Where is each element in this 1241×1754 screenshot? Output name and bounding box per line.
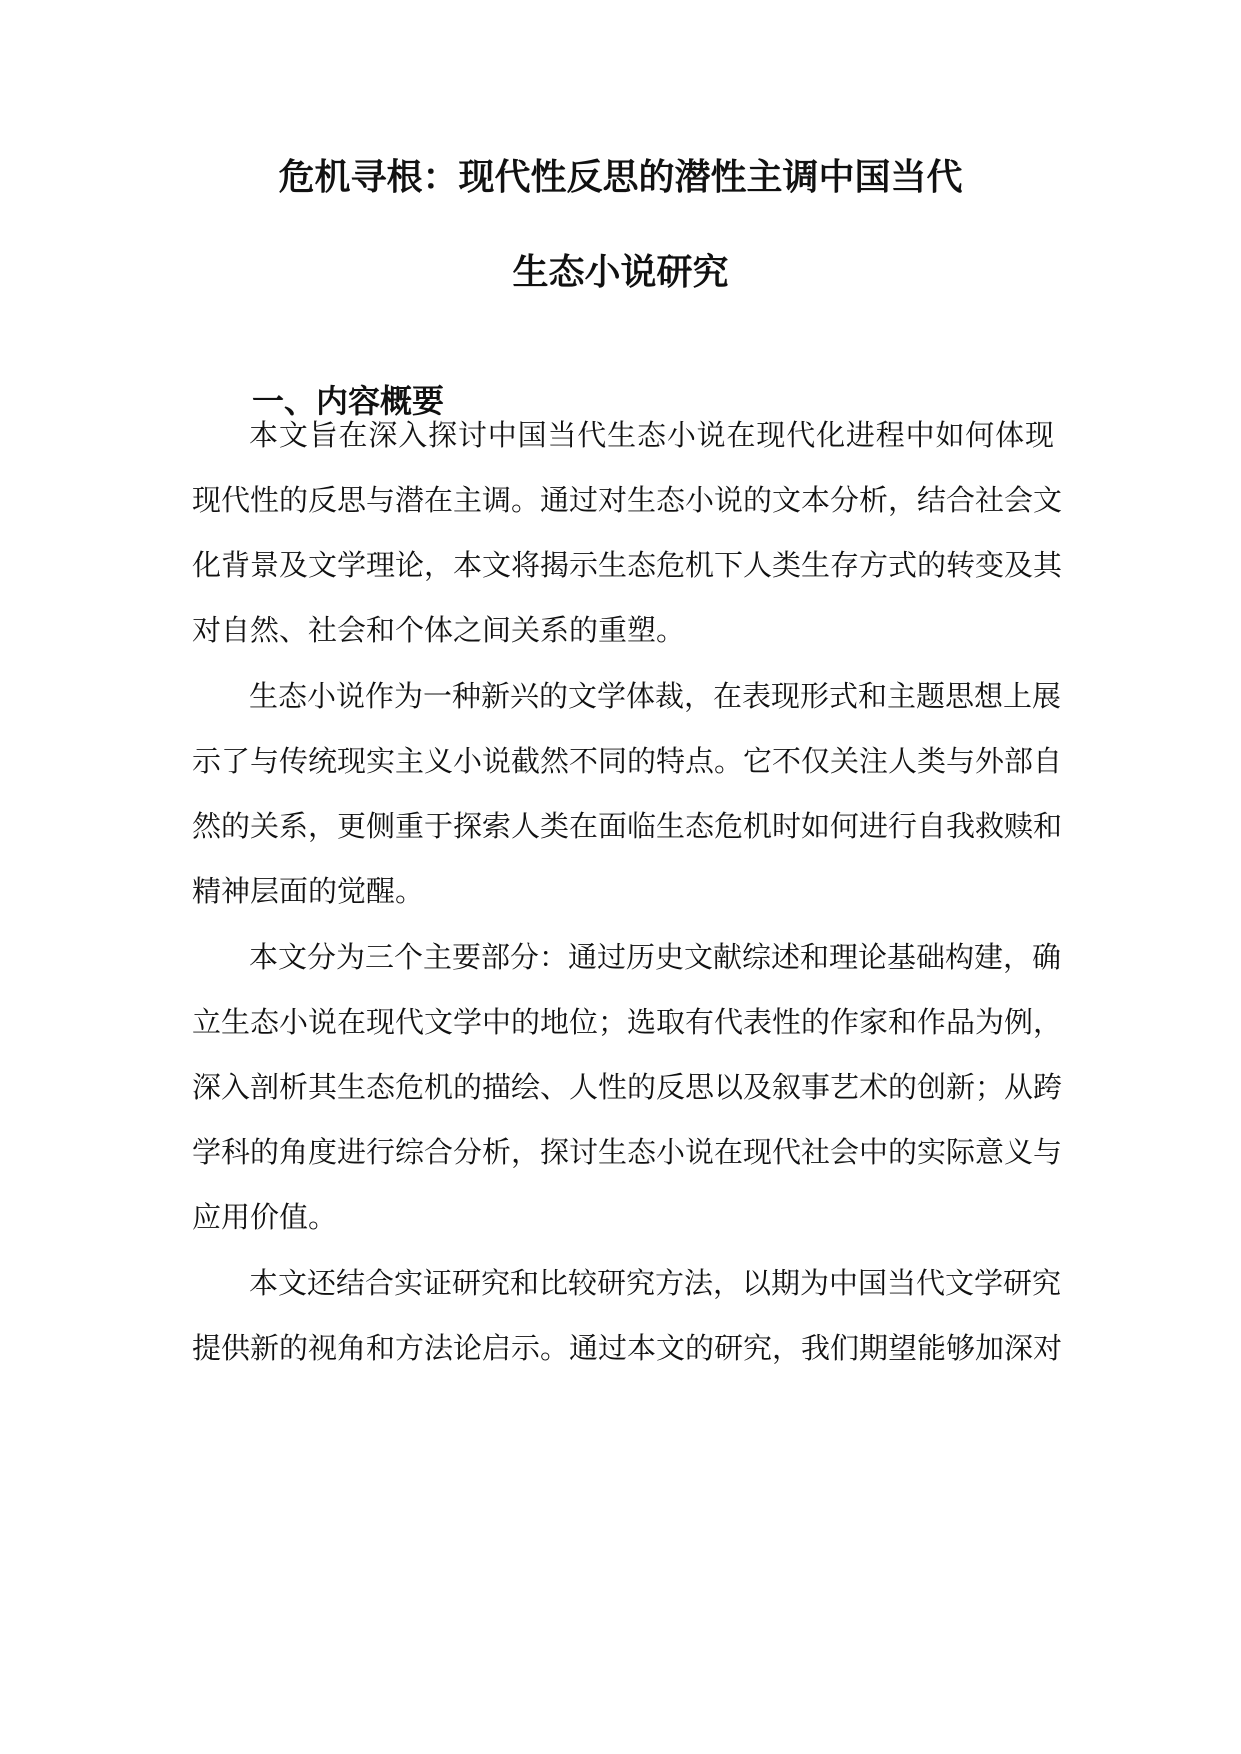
document-title-line-1: 危机寻根：现代性反思的潜性主调中国当代	[278, 157, 963, 198]
document-title-line-2: 生态小说研究	[512, 252, 729, 293]
section-heading: 一、内容概要	[252, 382, 445, 420]
paragraph-1-line-4: 对自然、社会和个体之间关系的重塑。	[192, 613, 686, 647]
paragraph-3-line-2: 立生态小说在现代文学中的地位；选取有代表性的作家和作品为例，	[192, 1005, 1063, 1039]
paragraph-3-line-4: 学科的角度进行综合分析，探讨生态小说在现代社会中的实际意义与	[192, 1135, 1063, 1169]
paragraph-1-line-1: 本文旨在深入探讨中国当代生态小说在现代化进程中如何体现	[249, 418, 1054, 452]
paragraph-1-line-2: 现代性的反思与潜在主调。通过对生态小说的文本分析，结合社会文	[192, 483, 1063, 517]
paragraph-1-line-3: 化背景及文学理论，本文将揭示生态危机下人类生存方式的转变及其	[192, 548, 1063, 582]
paragraph-4-line-1: 本文还结合实证研究和比较研究方法，以期为中国当代文学研究	[249, 1266, 1062, 1300]
paragraph-4-line-2: 提供新的视角和方法论启示。通过本文的研究，我们期望能够加深对	[192, 1331, 1063, 1365]
paragraph-2-line-3: 然的关系，更侧重于探索人类在面临生态危机时如何进行自我救赎和	[192, 809, 1063, 843]
paragraph-2-line-2: 示了与传统现实主义小说截然不同的特点。它不仅关注人类与外部自	[192, 744, 1063, 778]
paragraph-3-line-3: 深入剖析其生态危机的描绘、人性的反思以及叙事艺术的创新；从跨	[192, 1070, 1063, 1104]
paragraph-2-line-4: 精神层面的觉醒。	[192, 874, 425, 908]
paragraph-2-line-1: 生态小说作为一种新兴的文学体裁，在表现形式和主题思想上展	[249, 679, 1062, 713]
paragraph-3-line-1: 本文分为三个主要部分：通过历史文献综述和理论基础构建，确	[249, 940, 1062, 974]
paragraph-3-line-5: 应用价值。	[192, 1200, 338, 1234]
